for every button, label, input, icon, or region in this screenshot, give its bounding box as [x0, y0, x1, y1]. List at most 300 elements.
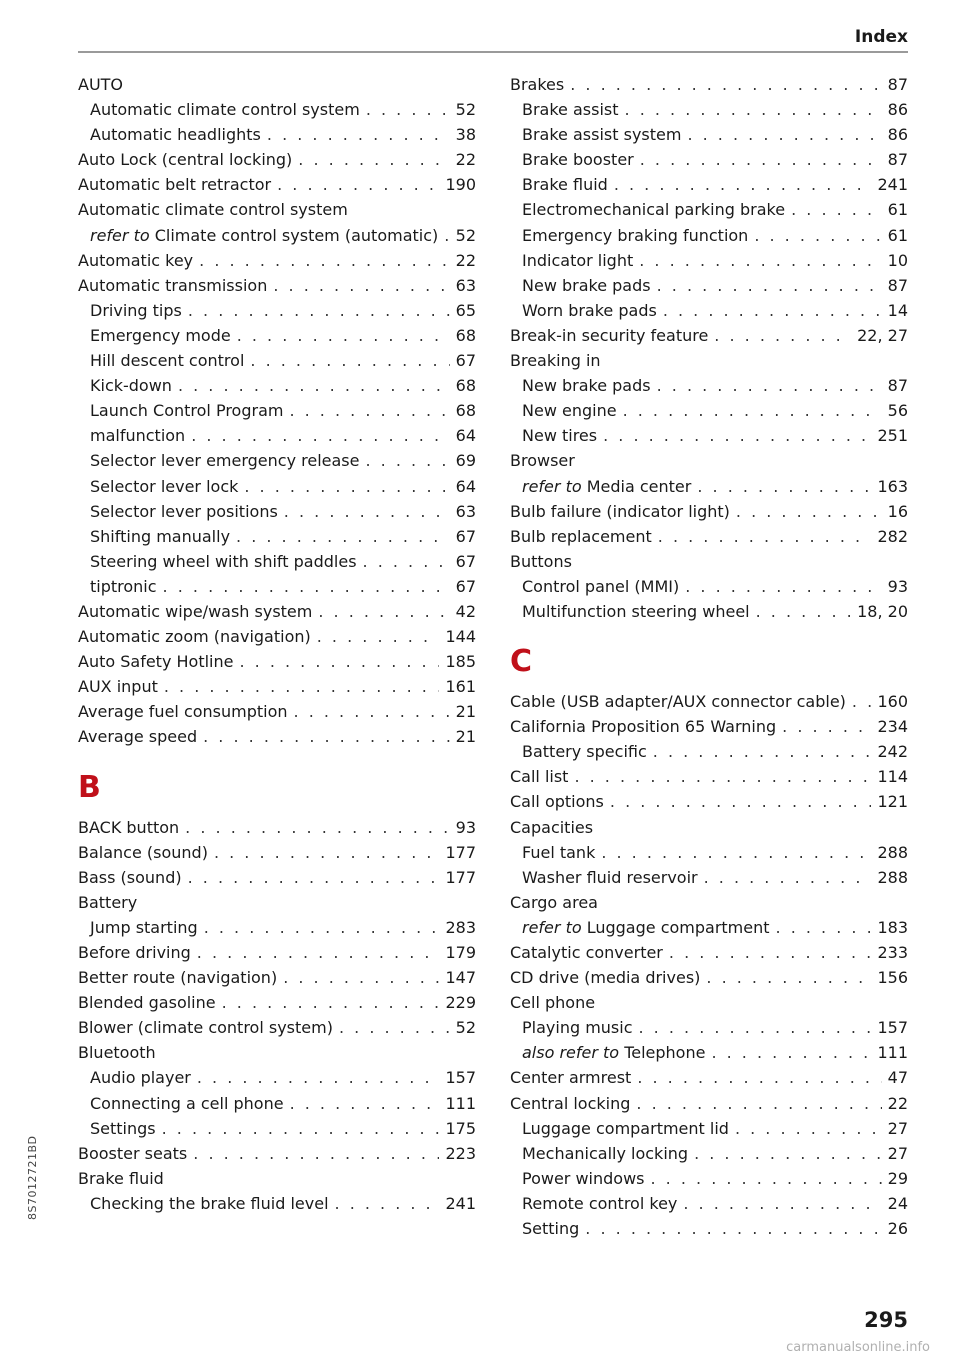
entry-label: Cable (USB adapter/AUX connector cable) — [510, 692, 846, 712]
entry-page: 147 — [445, 968, 476, 988]
entry-label: Call list — [510, 767, 569, 787]
dot-leader — [237, 323, 450, 348]
dot-leader — [335, 1191, 440, 1216]
entry-label: Driving tips — [90, 300, 182, 320]
entry-page: 241 — [445, 1193, 476, 1213]
index-entry — [510, 499, 908, 524]
dot-leader — [163, 574, 450, 599]
entry-page: 283 — [445, 917, 476, 937]
entry-label: Multifunction steering wheel — [522, 601, 750, 621]
entry-page: 185 — [445, 652, 476, 672]
entry-label: Climate control system (automatic) — [154, 225, 439, 245]
index-entry — [78, 699, 476, 724]
entry-page: 67 — [455, 526, 476, 546]
index-entry — [510, 965, 908, 990]
index-entry — [78, 940, 476, 965]
entry-page: 251 — [877, 426, 908, 446]
entry-page: 10 — [887, 250, 908, 270]
entry-page: 111 — [445, 1093, 476, 1113]
entry-label: Selector lever positions — [90, 501, 278, 521]
index-subentry — [78, 474, 476, 499]
entry-page: 63 — [455, 501, 476, 521]
index-subentry — [78, 524, 476, 549]
dot-leader — [791, 197, 882, 222]
entry-page: 68 — [455, 325, 476, 345]
entry-page: 68 — [455, 401, 476, 421]
entry-page: 21 — [455, 727, 476, 747]
entry-label: BACK button — [78, 817, 180, 837]
entry-label: Cell phone — [510, 993, 596, 1013]
dot-leader — [685, 574, 881, 599]
entry-label: Luggage compartment — [586, 917, 770, 937]
dot-leader — [735, 1116, 882, 1141]
dot-leader — [697, 474, 871, 499]
dot-leader — [585, 1216, 881, 1241]
index-entry — [510, 714, 908, 739]
entry-page: 56 — [887, 401, 908, 421]
index-entry — [78, 840, 476, 865]
entry-label: Playing music — [522, 1018, 633, 1038]
entry-page: 161 — [445, 677, 476, 697]
entry-page: 67 — [455, 576, 476, 596]
entry-label: Automatic belt retractor — [78, 175, 272, 195]
entry-page: 86 — [887, 125, 908, 145]
entry-page: 87 — [887, 376, 908, 396]
entry-label: Brake booster — [522, 150, 634, 170]
index-subentry — [510, 172, 908, 197]
entry-page: 27 — [887, 1143, 908, 1163]
dot-leader — [318, 599, 449, 624]
index-entry — [510, 524, 908, 549]
index-entry — [78, 815, 476, 840]
dot-leader — [199, 248, 449, 273]
dot-leader — [204, 915, 440, 940]
entry-label: Luggage compartment lid — [522, 1118, 729, 1138]
dot-leader — [164, 674, 440, 699]
entry-page: 111 — [877, 1043, 908, 1063]
dot-leader — [637, 1065, 881, 1090]
entry-label: Control panel (MMI) — [522, 576, 680, 596]
dot-leader — [290, 1091, 440, 1116]
entry-label: Setting — [522, 1219, 580, 1239]
index-subentry — [78, 574, 476, 599]
index-subentry — [510, 1040, 908, 1065]
index-subentry — [510, 223, 908, 248]
dot-leader — [756, 599, 851, 624]
entry-label: Center armrest — [510, 1068, 632, 1088]
index-subentry — [78, 1191, 476, 1216]
entry-label: Power windows — [522, 1168, 645, 1188]
entry-label: Breaking in — [510, 351, 601, 371]
entry-page: 282 — [877, 526, 908, 546]
entry-page: 65 — [455, 300, 476, 320]
index-subentry — [78, 122, 476, 147]
entry-page: 22 — [887, 1093, 908, 1113]
dot-leader — [284, 499, 450, 524]
index-subentry — [510, 599, 908, 624]
dot-leader — [193, 1141, 439, 1166]
dot-leader — [636, 1091, 881, 1116]
entry-label: Shifting manually — [90, 526, 231, 546]
dot-leader — [711, 1040, 871, 1065]
index-subentry — [78, 1116, 476, 1141]
dot-leader — [236, 524, 450, 549]
index-subentry — [510, 97, 908, 122]
index-subentry — [78, 1091, 476, 1116]
entry-label: Break-in security feature — [510, 325, 709, 345]
dot-leader — [277, 172, 439, 197]
dot-leader — [653, 739, 872, 764]
index-entry — [78, 197, 476, 222]
entry-page: 183 — [877, 917, 908, 937]
dot-leader — [203, 724, 450, 749]
index-entry — [510, 689, 908, 714]
entry-page: 22 — [455, 250, 476, 270]
dot-leader — [363, 549, 450, 574]
dot-leader — [188, 298, 450, 323]
index-entry — [510, 448, 908, 473]
entry-page: 14 — [887, 300, 908, 320]
entry-reference — [522, 474, 691, 499]
entry-page: 42 — [455, 601, 476, 621]
dot-leader — [639, 248, 881, 273]
entry-label: Buttons — [510, 551, 572, 571]
dot-leader — [239, 649, 439, 674]
entry-label: Automatic climate control system — [78, 200, 348, 220]
index-entry — [78, 72, 476, 97]
entry-label: New tires — [522, 426, 598, 446]
entry-page: 64 — [455, 476, 476, 496]
index-entry — [510, 1065, 908, 1090]
index-column-left — [78, 72, 476, 1216]
entry-page: 190 — [445, 175, 476, 195]
dot-leader — [298, 147, 449, 172]
entry-label: Average fuel consumption — [78, 702, 288, 722]
header-rule — [78, 51, 908, 53]
entry-page: 67 — [455, 351, 476, 371]
dot-leader — [289, 398, 449, 423]
entry-page: 18, 20 — [857, 601, 908, 621]
dot-leader — [444, 223, 449, 248]
entry-label: Central locking — [510, 1093, 631, 1113]
entry-page: 67 — [455, 551, 476, 571]
entry-page: 157 — [445, 1068, 476, 1088]
entry-label: Battery — [78, 892, 138, 912]
index-subentry — [510, 1116, 908, 1141]
entry-label: Automatic key — [78, 250, 194, 270]
entry-page: 160 — [877, 692, 908, 712]
entry-label: Connecting a cell phone — [90, 1093, 284, 1113]
index-subentry — [510, 474, 908, 499]
dot-leader — [736, 499, 882, 524]
dot-leader — [191, 423, 449, 448]
dot-leader — [669, 940, 872, 965]
index-subentry — [510, 574, 908, 599]
dot-leader — [601, 840, 871, 865]
dot-leader — [603, 423, 871, 448]
index-entry — [78, 248, 476, 273]
entry-label: New brake pads — [522, 275, 651, 295]
index-entry — [510, 72, 908, 97]
entry-page: 241 — [877, 175, 908, 195]
entry-page: 61 — [887, 225, 908, 245]
index-subentry — [510, 298, 908, 323]
entry-page: 223 — [445, 1143, 476, 1163]
index-entry — [510, 764, 908, 789]
entry-label: CD drive (media drives) — [510, 968, 701, 988]
dot-leader — [714, 323, 851, 348]
entry-label: Hill descent control — [90, 351, 245, 371]
entry-page: 21 — [455, 702, 476, 722]
entry-label: Kick-down — [90, 376, 172, 396]
entry-page: 144 — [445, 627, 476, 647]
index-subentry — [510, 248, 908, 273]
entry-label: Mechanically locking — [522, 1143, 689, 1163]
reference-prefix: also refer to — [522, 1043, 620, 1063]
entry-label: Jump starting — [90, 917, 198, 937]
entry-page: 47 — [887, 1068, 908, 1088]
page-title: Index — [854, 27, 908, 47]
index-entry — [78, 865, 476, 890]
entry-page: 86 — [887, 100, 908, 120]
entry-label: Audio player — [90, 1068, 191, 1088]
entry-label: Electromechanical parking brake — [522, 200, 786, 220]
dot-leader — [782, 714, 871, 739]
index-subentry — [78, 97, 476, 122]
dot-leader — [687, 122, 881, 147]
entry-page: 68 — [455, 376, 476, 396]
entry-page: 63 — [455, 275, 476, 295]
index-subentry — [78, 373, 476, 398]
index-entry — [510, 323, 908, 348]
entry-label: Automatic wipe/wash system — [78, 601, 313, 621]
dot-leader — [188, 865, 440, 890]
entry-label: Brake assist — [522, 100, 619, 120]
index-subentry — [510, 273, 908, 298]
index-entry — [78, 1015, 476, 1040]
entry-label: California Proposition 65 Warning — [510, 717, 777, 737]
entry-label: Booster seats — [78, 1143, 188, 1163]
index-entry — [78, 599, 476, 624]
index-entry — [510, 348, 908, 373]
entry-page: 288 — [877, 842, 908, 862]
index-subentry — [510, 122, 908, 147]
index-entry — [510, 789, 908, 814]
entry-label: Settings — [90, 1118, 156, 1138]
index-subentry — [510, 1015, 908, 1040]
dot-leader — [267, 122, 450, 147]
index-column-right — [510, 72, 908, 1241]
entry-label: Steering wheel with shift paddles — [90, 551, 357, 571]
reference-prefix: refer to — [522, 476, 582, 496]
dot-leader — [663, 298, 882, 323]
dot-leader — [639, 1015, 872, 1040]
index-entry — [78, 1040, 476, 1065]
index-subentry — [78, 298, 476, 323]
entry-label: Emergency mode — [90, 325, 231, 345]
dot-leader — [250, 348, 449, 373]
dot-leader — [683, 1191, 881, 1216]
entry-page: 177 — [445, 867, 476, 887]
entry-page: 22, 27 — [857, 325, 908, 345]
watermark: carmanualsonline.info — [786, 1340, 930, 1355]
entry-page: 22 — [455, 150, 476, 170]
dot-leader — [651, 1166, 882, 1191]
entry-reference — [522, 1040, 705, 1065]
index-subentry — [510, 147, 908, 172]
dot-leader — [366, 97, 450, 122]
entry-page: 157 — [877, 1018, 908, 1038]
dot-leader — [244, 474, 449, 499]
entry-label: New brake pads — [522, 376, 651, 396]
entry-label: Fuel tank — [522, 842, 596, 862]
index-subentry — [510, 1191, 908, 1216]
dot-leader — [694, 1141, 882, 1166]
index-entry — [510, 940, 908, 965]
entry-page: 26 — [887, 1219, 908, 1239]
dot-leader — [704, 865, 872, 890]
dot-leader — [222, 990, 440, 1015]
section-letter: B — [78, 769, 101, 805]
index-entry — [78, 1166, 476, 1191]
dot-leader — [197, 1065, 440, 1090]
entry-label: Automatic zoom (navigation) — [78, 627, 311, 647]
entry-page: 38 — [455, 125, 476, 145]
dot-leader — [185, 815, 449, 840]
index-subentry — [510, 197, 908, 222]
index-subentry — [78, 398, 476, 423]
index-subentry — [78, 323, 476, 348]
entry-page: 233 — [877, 943, 908, 962]
dot-leader — [294, 699, 450, 724]
entry-label: Auto Lock (central locking) — [78, 150, 293, 170]
entry-page: 52 — [455, 225, 476, 245]
index-subentry — [510, 865, 908, 890]
dot-leader — [776, 915, 872, 940]
entry-label: Blended gasoline — [78, 993, 216, 1013]
dot-leader — [658, 524, 872, 549]
entry-label: Telephone — [624, 1043, 706, 1063]
dot-leader — [339, 1015, 450, 1040]
entry-label: Better route (navigation) — [78, 968, 278, 988]
index-entry — [78, 674, 476, 699]
index-entry — [510, 549, 908, 574]
dot-leader — [214, 840, 440, 865]
entry-label: Brake fluid — [522, 175, 608, 195]
page-number: 295 — [864, 1308, 908, 1332]
index-subentry — [510, 1166, 908, 1191]
entry-label: Automatic headlights — [90, 125, 261, 145]
entry-label: Selector lever emergency release — [90, 451, 360, 471]
index-entry — [510, 1091, 908, 1116]
index-subentry — [78, 223, 476, 248]
entry-label: Indicator light — [522, 250, 634, 270]
entry-page: 87 — [887, 75, 908, 94]
entry-label: New engine — [522, 401, 617, 421]
entry-label: tiptronic — [90, 576, 157, 596]
dot-leader — [197, 940, 440, 965]
index-subentry — [510, 398, 908, 423]
dot-leader — [657, 373, 882, 398]
entry-label: Battery specific — [522, 742, 647, 762]
index-entry — [78, 724, 476, 749]
entry-page: 242 — [877, 742, 908, 762]
dot-leader — [640, 147, 882, 172]
entry-label: Media center — [586, 476, 692, 496]
dot-leader — [610, 789, 872, 814]
dot-leader — [574, 764, 871, 789]
index-subentry — [78, 915, 476, 940]
index-entry — [78, 649, 476, 674]
entry-reference — [90, 223, 438, 248]
entry-page: 16 — [887, 501, 908, 521]
entry-page: 24 — [887, 1193, 908, 1213]
entry-label: Selector lever lock — [90, 476, 239, 496]
entry-label: Worn brake pads — [522, 300, 657, 320]
index-subentry — [78, 499, 476, 524]
index-entry — [78, 990, 476, 1015]
entry-label: Average speed — [78, 727, 198, 747]
reference-prefix: refer to — [90, 225, 150, 245]
dot-leader — [317, 624, 440, 649]
entry-label: Before driving — [78, 943, 191, 962]
entry-label: Launch Control Program — [90, 401, 284, 421]
entry-page: 87 — [887, 275, 908, 295]
entry-page: 52 — [455, 1018, 476, 1038]
entry-page: 288 — [877, 867, 908, 887]
entry-label: Blower (climate control system) — [78, 1018, 333, 1038]
entry-label: Bass (sound) — [78, 867, 182, 887]
entry-label: Cargo area — [510, 892, 598, 912]
index-subentry — [510, 1141, 908, 1166]
entry-label: Automatic transmission — [78, 275, 268, 295]
entry-label: Balance (sound) — [78, 842, 208, 862]
entry-label: malfunction — [90, 426, 186, 446]
dot-leader — [178, 373, 450, 398]
index-entry — [510, 890, 908, 915]
entry-label: Brakes — [510, 75, 565, 94]
entry-page: 114 — [877, 767, 908, 787]
entry-page: 64 — [455, 426, 476, 446]
dot-leader — [625, 97, 882, 122]
entry-page: 52 — [455, 100, 476, 120]
entry-label: Bulb failure (indicator light) — [510, 501, 730, 521]
index-subentry — [510, 739, 908, 764]
index-subentry — [510, 373, 908, 398]
index-subentry — [78, 1065, 476, 1090]
dot-leader — [365, 448, 449, 473]
dot-leader — [273, 273, 449, 298]
entry-page: 179 — [445, 943, 476, 962]
dot-leader — [570, 72, 881, 97]
document-code: 8S7012721BD — [26, 1135, 39, 1220]
entry-page: 29 — [887, 1168, 908, 1188]
dot-leader — [162, 1116, 440, 1141]
index-entry — [78, 624, 476, 649]
entry-page: 87 — [887, 150, 908, 170]
entry-page: 69 — [455, 451, 476, 471]
entry-label: AUX input — [78, 677, 158, 697]
index-entry — [78, 147, 476, 172]
index-entry — [78, 273, 476, 298]
dot-leader — [754, 223, 881, 248]
dot-leader — [852, 689, 872, 714]
dot-leader — [623, 398, 882, 423]
entry-label: Bulb replacement — [510, 526, 652, 546]
reference-prefix: refer to — [522, 917, 582, 937]
dot-leader — [283, 965, 439, 990]
index-subentry — [510, 1216, 908, 1241]
